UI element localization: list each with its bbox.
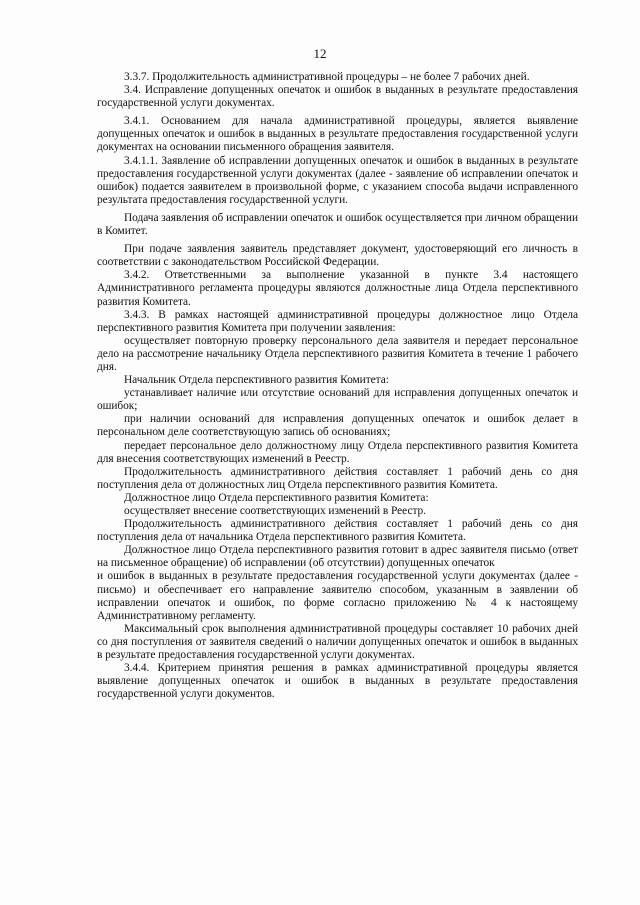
paragraph-identity-document: При подаче заявления заявитель представляет документ, удостоверяющий его личность в соответствии с законодательством Российской Федерации. (97, 243, 578, 269)
paragraph-letter-preparation: Должностное лицо Отдела перспективного развития готовит в адрес заявителя письмо (ответ на письменное обращение) об исправлении (об отсутствии) допущенных опечаток (97, 544, 578, 570)
paragraph-3-4-2: 3.4.2. Ответственными за выполнение указанной в пункте 3.4 настоящего Административного регламента процедуры являются должностные лица Отдела перспективного развития Комитета. (97, 269, 578, 308)
paragraph-3-4-1: 3.4.1. Основанием для начала административной процедуры, является выявление допущенных опечаток и ошибок в выданных в результате предоставления государственной услуги документах на основании письменного обращения заявителя. (97, 115, 578, 154)
paragraph-record-grounds: при наличии оснований для исправления допущенных опечаток и ошибок делает в персональном деле соответствующую запись об основаниях; (97, 413, 578, 439)
paragraph-submission: Подача заявления об исправлении опечаток и ошибок осуществляется при личном обращении в Комитет. (97, 211, 578, 238)
page-number: 12 (313, 46, 327, 61)
paragraph-3-4-4: 3.4.4. Критерием принятия решения в рамках административной процедуры является выявление допущенных опечаток и ошибок в выданных в результате предоставления государственной услуги документов. (97, 662, 578, 701)
paragraph-registry-changes: осуществляет внесение соответствующих изменений в Реестр. (124, 505, 426, 517)
paragraph-duration-2: Продолжительность административного действия составляет 1 рабочий день со дня поступления дела от начальника Отдела перспективного развития Комитета. (97, 518, 578, 544)
paragraph-3-4-heading: 3.4. Исправление допущенных опечаток и ошибок в выданных в результате предоставления государственной услуги документах. (97, 84, 578, 110)
paragraph-3-4-1-1: 3.4.1.1. Заявление об исправлении допущенных опечаток и ошибок в выданных в результате предоставления государственной услуги документах (далее - заявление об исправлении опечаток и ошибок) подается заявителем в произвольной форме, с указанием способа выдачи исправленного результата предоставления государственной услуги. (97, 154, 578, 206)
document-body (97, 71, 578, 701)
paragraph-official: Должностное лицо Отдела перспективного развития Комитета: (124, 491, 429, 504)
paragraph-3-4-3: 3.4.3. В рамках настоящей административной процедуры должностное лицо Отдела перспективного развития Комитета при получении заявления: (97, 308, 578, 334)
paragraph-max-duration: Максимальный срок выполнения административной процедуры составляет 10 рабочих дней со дня поступления от заявителя сведений о наличии допущенных опечаток и ошибок в выданных в результате предоставления государственной услуги документах. (97, 622, 578, 662)
paragraph-letter-continuation: и ошибок в выданных в результате предоставления государственной услуги документах (далее - письмо) и обеспечивает его направление заявителю способом, указанным в заявлении об исправлении опечаток и ошибок, по форме согласно приложению № 4 к настоящему Административному регламенту. (97, 570, 578, 622)
paragraph-head-of-department: Начальник Отдела перспективного развития Комитета: (124, 374, 389, 387)
paragraph-recheck: осуществляет повторную проверку персонального дела заявителя и передает персональное дело на рассмотрение начальнику Отдела перспективного развития Комитета в течение 1 рабочего дня. (97, 334, 578, 373)
paragraph-pass-file: передает персональное дело должностному лицу Отдела перспективного развития Комитета для внесения соответствующих изменений в Реестр. (97, 439, 578, 465)
paragraph-duration-1: Продолжительность административного действия составляет 1 рабочий день со дня поступления дела от должностных лиц Отдела перспективного развития Комитета. (97, 465, 578, 491)
paragraph-3-3-7: 3.3.7. Продолжительность административной процедуры – не более 7 рабочих дней. (124, 71, 530, 83)
paragraph-establish-grounds: устанавливает наличие или отсутствие оснований для исправления допущенных опечаток и ошибок; (97, 387, 578, 413)
